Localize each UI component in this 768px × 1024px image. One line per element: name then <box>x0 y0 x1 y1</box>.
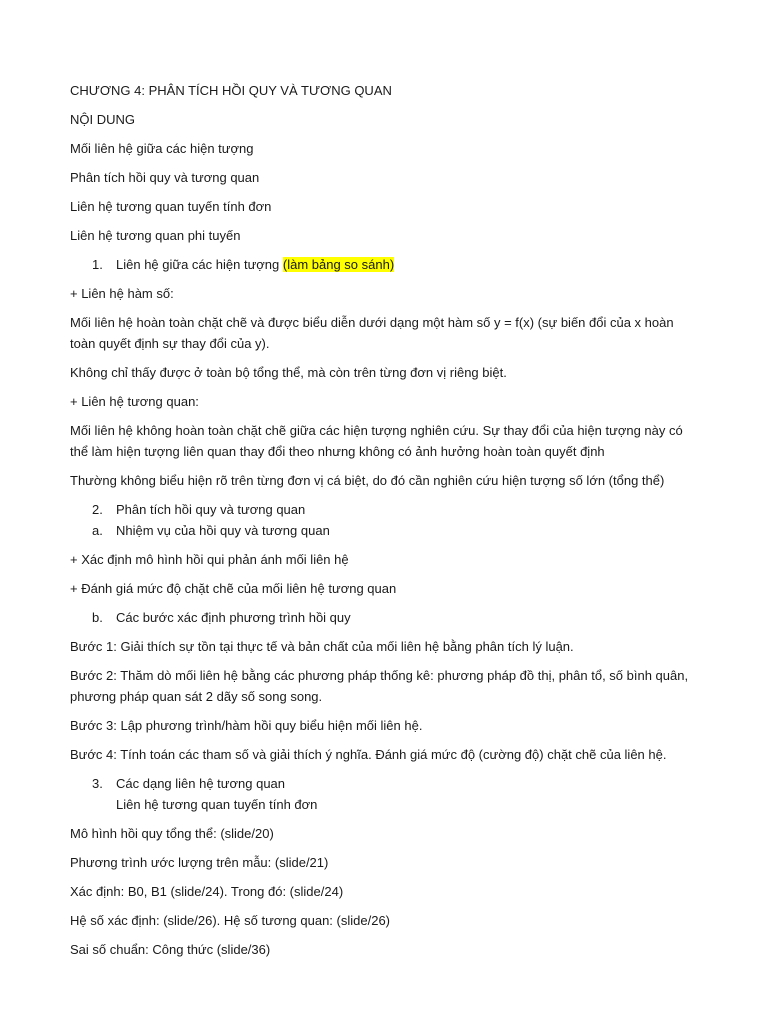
section-title: Phân tích hồi quy và tương quan <box>116 502 306 517</box>
subsection-a-heading <box>70 520 690 541</box>
subsection-title: Liên hệ tương quan tuyến tính đơn <box>116 797 318 812</box>
paragraph: Phương trình ước lượng trên mẫu: (slide/21) <box>70 855 329 870</box>
step-paragraph: Bước 4: Tính toán các tham số và giải thích ý nghĩa. Đánh giá mức độ (cường độ) chặt chẽ của liên hệ. <box>70 747 667 762</box>
paragraph: Xác định: B0, B1 (slide/24). Trong đó: (slide/24) <box>70 884 344 899</box>
contents-item: Mối liên hệ giữa các hiện tượng <box>70 141 254 156</box>
step-paragraph: Bước 1: Giải thích sự tồn tại thực tế và bản chất của mối liên hệ bằng phân tích lý luận. <box>70 639 574 654</box>
section-2-heading <box>70 499 690 520</box>
section-number: 2. <box>92 502 103 517</box>
contents-item: Phân tích hồi quy và tương quan <box>70 170 260 185</box>
subsection-title: Nhiệm vụ của hồi quy và tương quan <box>116 523 330 538</box>
paragraph: Hệ số xác định: (slide/26). Hệ số tương quan: (slide/26) <box>70 913 390 928</box>
section-number: 3. <box>92 776 103 791</box>
subheading-function-relation: + Liên hệ hàm số: <box>70 286 174 301</box>
subsection-letter: b. <box>92 610 103 625</box>
paragraph: Mối liên hệ hoàn toàn chặt chẽ và được biểu diễn dưới dạng một hàm số y = f(x) (sự biến đổi của x hoàn toàn quyết định sự thay đổi của y). <box>70 315 674 351</box>
subheading-correlation-relation: + Liên hệ tương quan: <box>70 394 199 409</box>
paragraph: Thường không biểu hiện rõ trên từng đơn vị cá biệt, do đó cần nghiên cứu hiện tượng số lớn (tổng thể) <box>70 473 665 488</box>
contents-item: Liên hệ tương quan phi tuyến <box>70 228 241 243</box>
subsection-title: Các bước xác định phương trình hồi quy <box>116 610 351 625</box>
chapter-title: CHƯƠNG 4: PHÂN TÍCH HỒI QUY VÀ TƯƠNG QUAN <box>70 83 392 98</box>
paragraph: Sai số chuẩn: Công thức (slide/36) <box>70 942 271 957</box>
contents-heading: NỘI DUNG <box>70 112 135 127</box>
section-1-heading <box>70 254 690 275</box>
subsection-b-heading <box>70 607 690 628</box>
step-paragraph: Bước 3: Lập phương trình/hàm hồi quy biểu hiện mối liên hệ. <box>70 718 423 733</box>
paragraph: + Xác định mô hình hồi qui phản ánh mối liên hệ <box>70 552 349 567</box>
highlighted-note: (làm bảng so sánh) <box>282 257 395 272</box>
section-title: Liên hệ giữa các hiện tượng <box>116 257 283 272</box>
contents-item: Liên hệ tương quan tuyến tính đơn <box>70 199 272 214</box>
subsection-letter: a. <box>92 523 103 538</box>
document-page <box>70 80 690 968</box>
paragraph: Không chỉ thấy được ở toàn bộ tổng thể, mà còn trên từng đơn vị riêng biệt. <box>70 365 507 380</box>
section-title: Các dạng liên hệ tương quan <box>116 776 286 791</box>
paragraph: + Đánh giá mức độ chặt chẽ của mối liên hệ tương quan <box>70 581 397 596</box>
section-number: 1. <box>92 257 103 272</box>
paragraph: Mối liên hệ không hoàn toàn chặt chẽ giữa các hiện tượng nghiên cứu. Sự thay đổi của hiện tượng này có thể làm hiện tượng liên quan thay đổi theo nhưng không có ảnh hưởng hoàn toàn quyết định <box>70 423 683 459</box>
paragraph: Mô hình hồi quy tổng thể: (slide/20) <box>70 826 274 841</box>
step-paragraph: Bước 2: Thăm dò mối liên hệ bằng các phương pháp thống kê: phương pháp đồ thị, phân tổ, số bình quân, phương pháp quan sát 2 dãy số song song. <box>70 668 689 704</box>
section-3-heading <box>70 773 690 794</box>
